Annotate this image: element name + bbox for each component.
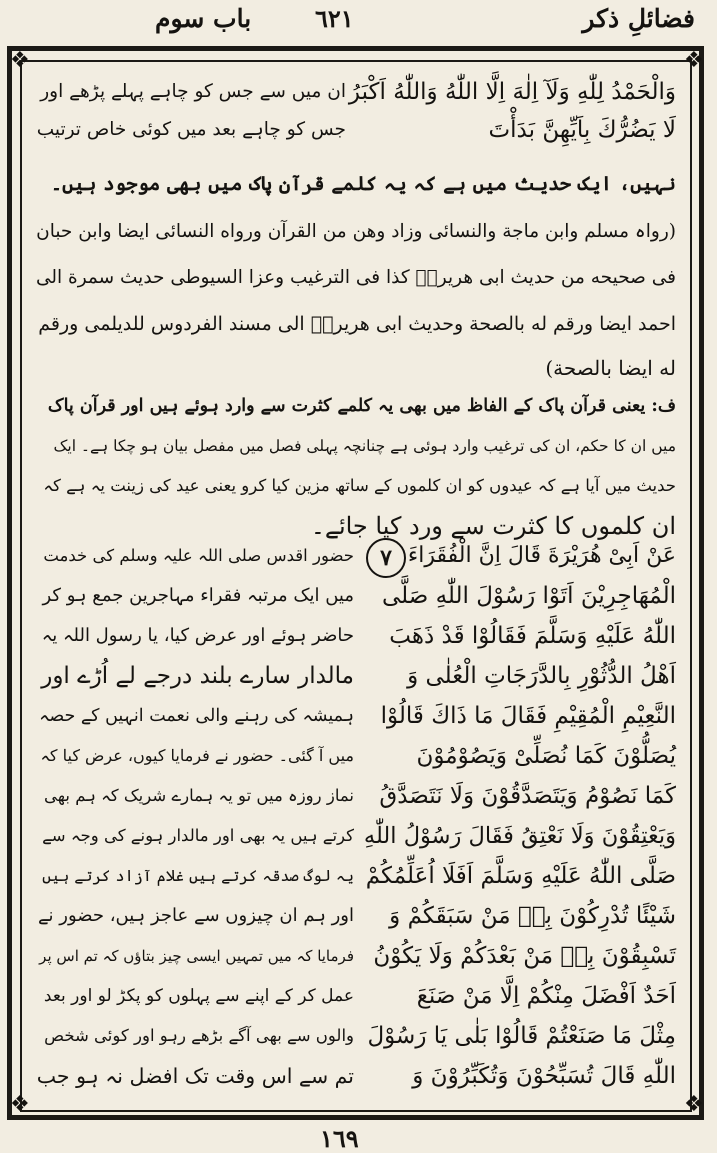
paragraph-line: ف: یعنی قرآن پاک کے الفاظ میں بھی یہ کلمے کثرت سے وارد ہوئے ہیں اور قرآن پاک xyxy=(47,396,676,416)
arabic-line: مِثْلَ مَا صَنَعْتُمْ قَالُوْا بَلٰی یَا رَسُوْلَ xyxy=(367,1023,676,1049)
book-title: فضائلِ ذکر xyxy=(582,4,695,33)
urdu-line: میں ایک مرتبہ فقراء مہاجرین جمع ہو کر xyxy=(42,585,354,606)
urdu-line: کرتے ہیں یہ بھی اور مالدار ہونے کی وجہ سے xyxy=(42,826,354,845)
urdu-line: عمل کر کے اپنے سے پہلوں کو پکڑ لو اور بعد xyxy=(43,986,354,1006)
urdu-line: تم سے اس وقت تک افضل نہ ہو جب xyxy=(36,1064,354,1088)
urdu-line: فرمایا کہ میں تمہیں ایسی چیز بتاؤں کہ تم اس پر xyxy=(39,947,354,965)
paragraph-line: نہیں، ایک حدیث میں ہے کہ یہ کلمے قرآن پاک میں بھی موجود ہیں۔ xyxy=(50,172,676,195)
hadith-number-badge: ٧ xyxy=(366,538,406,578)
arabic-line: وَالْحَمْدُ لِلّٰهِ وَلَآ اِلٰهَ اِلَّا اللّٰهُ وَاللّٰهُ اَكْبَرُ xyxy=(348,79,676,105)
chapter-label: باب سوم xyxy=(155,4,252,33)
arabic-line: شَیْئًا تُدْرِكُوْنَ بِهٖ مَنْ سَبَقَكُمْ وَ xyxy=(389,903,676,929)
arabic-line: وَیَعْتِقُوْنَ وَلَا نَعْتِقُ فَقَالَ رَسُوْلُ اللّٰهِ xyxy=(363,823,676,849)
corner-ornament-icon: ❖ xyxy=(684,48,704,73)
arabic-line: اَحَدٌ اَفْضَلَ مِنْكُمْ اِلَّا مَنْ صَنَعَ xyxy=(416,983,676,1009)
bottom-page-number: ١٦٩ xyxy=(320,1124,359,1153)
urdu-line: حضور اقدس صلی اللہ علیہ وسلم کی خدمت xyxy=(43,546,354,565)
urdu-line: جس کو چاہے بعد میں کوئی خاص ترتیب xyxy=(36,119,346,140)
paragraph-line: ان کلموں کا کثرت سے ورد کیا جائے۔ xyxy=(310,512,676,540)
arabic-line: النَّعِیْمِ الْمُقِیْمِ فَقَالَ مَا ذَاكَ قَالُوْا xyxy=(380,703,676,729)
arabic-line: تَسْبِقُوْنَ بِهٖ مَنْ بَعْدَكُمْ وَلَا یَكُوْنُ xyxy=(373,943,676,969)
paragraph-line: حدیث میں آیا ہے کہ عیدوں کو ان کلموں کے ساتھ مزین کیا کرو یعنی عید کی زینت یہ ہے کہ xyxy=(43,476,676,495)
corner-ornament-icon: ❖ xyxy=(684,1092,704,1117)
arabic-line: عَنْ اَبِیْ هُرَیْرَةَ قَالَ اِنَّ الْفُقَرَاءَ xyxy=(407,543,676,568)
top-page-number: ٦٢١ xyxy=(315,4,354,33)
arabic-line: الْمُهَاجِرِیْنَ اَتَوْا رَسُوْلَ اللّٰهِ صَلَّی xyxy=(381,583,676,609)
urdu-line: والوں سے بھی آگے بڑھے رہو اور کوئی شخص xyxy=(44,1026,354,1045)
arabic-line: اَهْلُ الدُّثُوْرِ بِالدَّرَجَاتِ الْعُلٰی وَ xyxy=(407,663,676,689)
urdu-line: یہ لوگ صدقہ کرتے ہیں غلام آزاد کرتے ہیں xyxy=(42,867,354,885)
arabic-line: اللّٰهِ قَالَ تُسَبِّحُوْنَ وَتُكَبِّرُوْنَ وَ xyxy=(412,1063,676,1089)
arabic-line: كَمَا نَصُوْمُ وَیَتَصَدَّقُوْنَ وَلَا نَتَصَدَّقُ xyxy=(379,783,676,809)
reference-line: احمد ایضا ورقم له بالصحة وحدیث ابی هریرةؓ الی مسند الفردوس للدیلمی ورقم xyxy=(38,313,676,335)
arabic-line: لَا يَضُرُّكَ بِاَيِّهِنَّ بَدَأْتَ xyxy=(488,117,676,143)
urdu-line: ان میں سے جس کو چاہے پہلے پڑھے اور xyxy=(40,81,346,102)
corner-ornament-icon: ❖ xyxy=(10,1092,30,1117)
corner-ornament-icon: ❖ xyxy=(10,48,30,73)
paragraph-line: میں ان کا حکم، ان کی ترغیب وارد ہوئی ہے چنانچہ پہلی فصل میں مفصل بیان ہو چکا ہے۔ ایک xyxy=(53,437,676,455)
arabic-line: یُصَلُّوْنَ كَمَا نُصَلِّیْ وَیَصُوْمُوْنَ xyxy=(416,743,676,769)
arabic-line: اللّٰهُ عَلَیْهِ وَسَلَّمَ فَقَالُوْا قَدْ ذَهَبَ xyxy=(389,623,676,649)
urdu-line: اور ہم ان چیزوں سے عاجز ہیں، حضور نے xyxy=(38,905,354,926)
page-content xyxy=(36,68,676,1108)
reference-line: (رواہ مسلم وابن ماجة والنسائی وزاد وهن من القرآن ورواه النسائی ایضا وابن حبان xyxy=(36,221,676,242)
reference-line: فی صحیحه من حدیث ابی هریرةؓ کذا فی الترغیب وعزا السیوطی حدیث سمرة الی xyxy=(35,267,676,288)
urdu-line: نماز روزہ میں تو یہ ہمارے شریک کہ ہم بھی xyxy=(44,786,354,805)
arabic-line: صَلَّی اللّٰهُ عَلَیْهِ وَسَلَّمَ اَفَلَا اُعَلِّمُكُمْ xyxy=(365,863,676,889)
urdu-line: مالدار سارے بلند درجے لے اُڑے اور xyxy=(41,663,354,689)
urdu-line: ہمیشہ کی رہنے والی نعمت انہیں کے حصہ xyxy=(39,706,354,726)
urdu-line: میں آ گئی۔ حضور نے فرمایا کیوں، عرض کیا کہ xyxy=(40,746,354,765)
urdu-line: حاضر ہوئے اور عرض کیا، یا رسول اللہ یہ xyxy=(41,625,354,646)
reference-line: له ایضا بالصحة) xyxy=(545,356,676,380)
